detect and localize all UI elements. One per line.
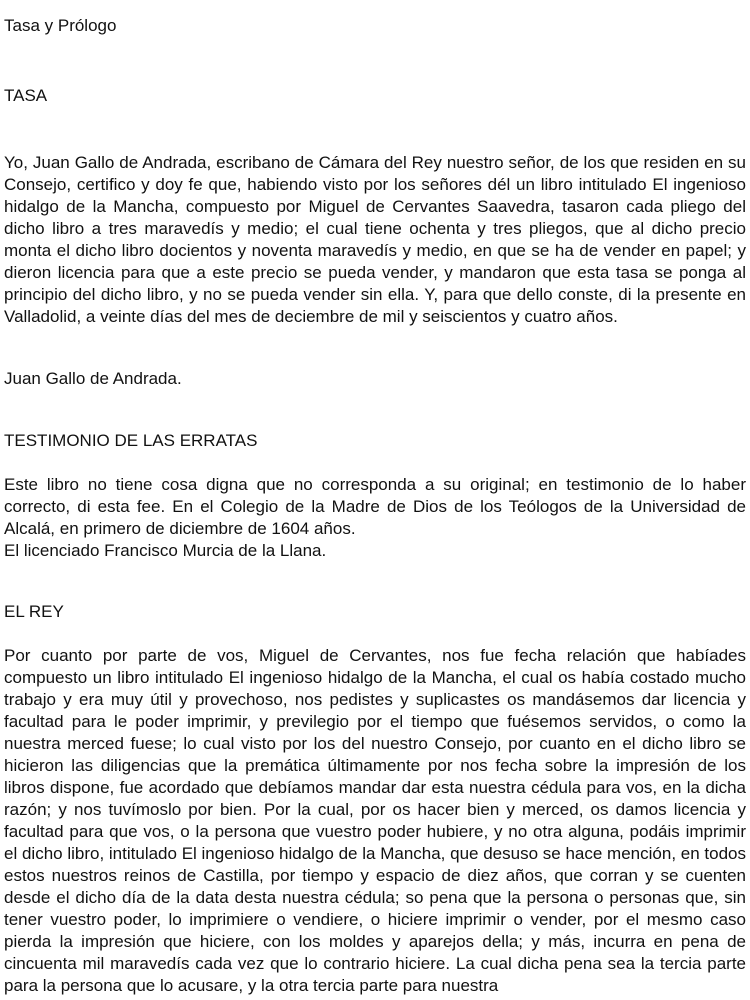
document-page: [4, 14, 746, 997]
spacer: [4, 38, 746, 84]
tasa-signature: Juan Gallo de Andrada.: [4, 369, 182, 388]
tasa-paragraph: Yo, Juan Gallo de Andrada, escribano de Cámara del Rey nuestro señor, de los que residen en su Consejo, certifico y doy fe que, habiendo visto por los señores dél un libro intitulado El ingenioso hidalgo de la Mancha, compuesto por Miguel de Cervantes Saavedra, tasaron cada pliego del dicho libro a tres maravedís y medio; el cual tiene ochenta y tres pliegos, que al dicho precio monta el dicho libro docientos y noventa maravedís y medio, en que se ha de vender en papel; y dieron licencia para que a este precio se pueda vender, y mandaron que esta tasa se ponga al principio del dicho libro, y no se pueda vender sin ella. Y, para que dello conste, di la presente en Valladolid, a veinte días del mes de deciembre de mil y seiscientos y cuatro años.: [4, 153, 746, 326]
section-heading-erratas: TESTIMONIO DE LAS ERRATAS: [4, 431, 258, 450]
section-heading-rey: EL REY: [4, 602, 64, 621]
spacer: [4, 624, 746, 645]
page-title: Tasa y Prólogo: [4, 16, 117, 35]
spacer: [4, 390, 746, 429]
rey-paragraph: Por cuanto por parte de vos, Miguel de Cervantes, nos fue fecha relación que habíades compuesto un libro intitulado El ingenioso hidalgo de la Mancha, el cual os había costado mucho trabajo y era muy útil y provechoso, nos pedistes y suplicastes os mandásemos dar licencia y facultad para le poder imprimir, y previlegio por el tiempo que fuésemos servidos, o como la nuestra merced fuese; lo cual visto por los del nuestro Consejo, por cuanto en el dicho libro se hicieron las diligencias que la premática últimamente por nos fecha sobre la impresión de los libros dispone, fue acordado que debíamos mandar dar esta nuestra cédula para vos, en la dicha razón; y nos tuvímoslo por bien. Por la cual, por os hacer bien y merced, os damos licencia y facultad para que vos, o la persona que vuestro poder hubiere, y no otra alguna, podáis imprimir el dicho libro, intitulado El ingenioso hidalgo de la Mancha, que desuso se hace mención, en todos estos nuestros reinos de Castilla, por tiempo y espacio de diez años, que corran y se cuenten desde el dicho día de la data desta nuestra cédula; so pena que la persona o personas que, sin tener vuestro poder, lo imprimiere o vendiere, o hiciere imprimir o vender, por el mesmo caso pierda la impresión que hiciere, con los moldes y aparejos della; y más, incurra en pena de cincuenta mil maravedís cada vez que lo contrario hiciere. La cual dicha pena sea la tercia parte para la persona que lo acusare, y la otra tercia parte para nuestra: [4, 646, 746, 995]
spacer: [4, 328, 746, 368]
spacer: [4, 108, 746, 152]
spacer: [4, 562, 746, 600]
section-heading-tasa: TASA: [4, 86, 48, 105]
erratas-signature: El licenciado Francisco Murcia de la Llana.: [4, 541, 327, 560]
erratas-paragraph: Este libro no tiene cosa digna que no corresponda a su original; en testimonio de lo haber correcto, di esta fee. En el Colegio de la Madre de Dios de los Teólogos de la Universidad de Alcalá, en primero de diciembre de 1604 años.: [4, 475, 746, 538]
spacer: [4, 453, 746, 474]
